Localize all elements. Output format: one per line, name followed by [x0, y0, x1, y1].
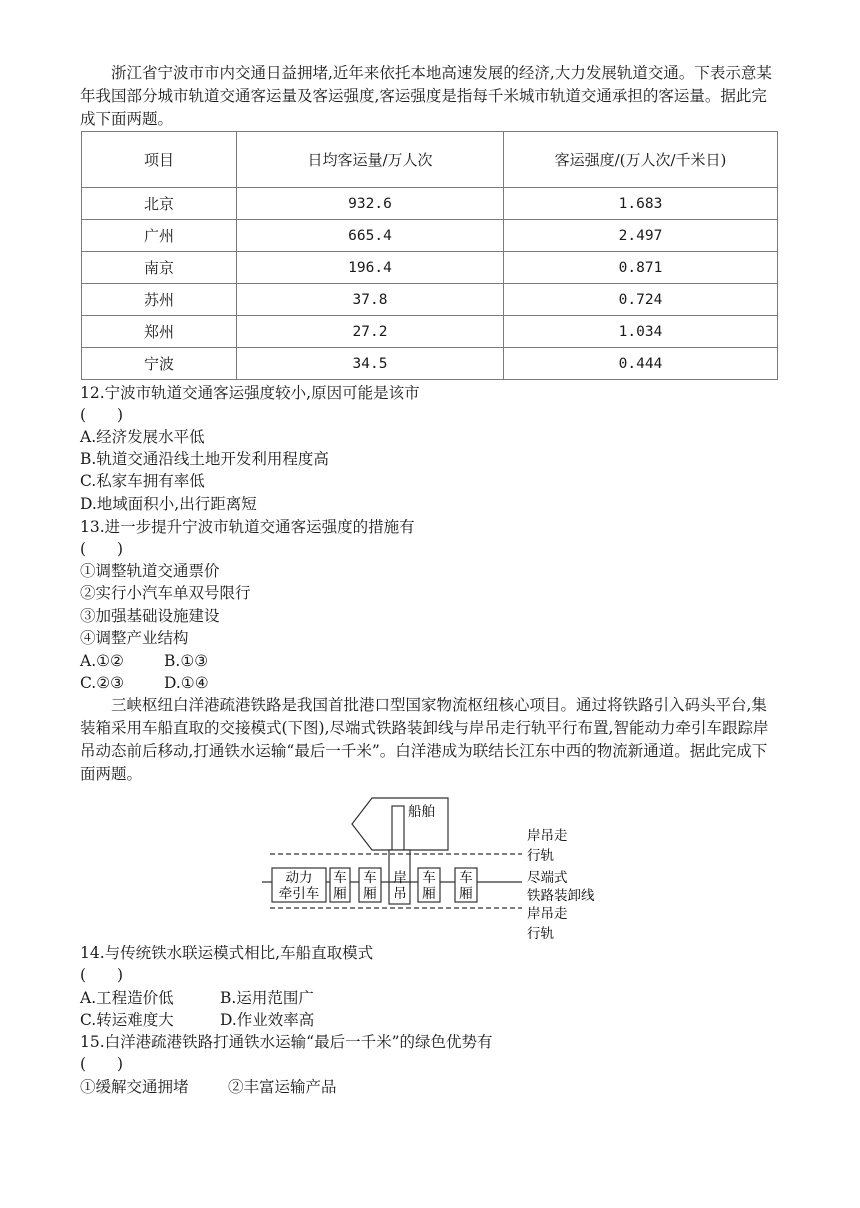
q13-item-2: ②实行小汽车单双号限行 [80, 584, 251, 602]
passage-intro-1: 浙江省宁波市市内交通日益拥堵,近年来依托本地高速发展的经济,大力发展轨道交通。下表示意某年我国部分城市轨道交通客运量及客运强度,客运强度是指每千米城市轨道交通承担的客运量。据此完成下面两题。 [80, 64, 772, 128]
car-label: 厢 [459, 886, 473, 902]
city-cell: 苏州 [82, 284, 237, 316]
city-cell: 郑州 [82, 316, 237, 348]
q15-item-2: ②丰富运输产品 [228, 1078, 337, 1096]
q14-options-row-1 [80, 987, 314, 1009]
city-cell: 广州 [82, 220, 237, 252]
crane-tower [392, 806, 404, 850]
table-header: 项目 [82, 132, 237, 188]
table-header: 客运强度/(万人次/千米日) [504, 132, 778, 188]
q14-option-d: D.作业效率高 [220, 1011, 315, 1029]
q14-option-a: A.工程造价低 [80, 989, 174, 1007]
volume-cell: 932.6 [237, 188, 504, 220]
transit-table [81, 131, 778, 380]
q12-stem: 12.宁波市轨道交通客运强度较小,原因可能是该市 [80, 384, 420, 402]
q12-paren: ( ) [80, 406, 124, 424]
q14-option-c: C.转运难度大 [80, 1011, 174, 1029]
car-label: 车 [363, 870, 377, 886]
q13-item-1: ①调整轨道交通票价 [80, 562, 220, 580]
q15-paren: ( ) [80, 1055, 124, 1073]
q13-item-3: ③加强基础设施建设 [80, 607, 220, 625]
crane-label: 岸 [393, 870, 407, 886]
car-label: 厢 [422, 886, 436, 902]
city-cell: 南京 [82, 252, 237, 284]
table-header: 日均客运量/万人次 [237, 132, 504, 188]
rail-ship-diagram [0, 794, 860, 944]
q15-item-1: ①缓解交通拥堵 [80, 1078, 189, 1096]
q12-option-c: C.私家车拥有率低 [80, 472, 205, 490]
q13-item-4: ④调整产业结构 [80, 629, 189, 647]
q14-stem: 14.与传统铁水联运模式相比,车船直取模式 [80, 944, 374, 962]
intensity-cell: 1.034 [504, 316, 778, 348]
car-label: 车 [422, 870, 436, 886]
city-cell: 宁波 [82, 348, 237, 380]
q13-option-b: B.①③ [164, 652, 209, 670]
q13-option-c: C.②③ [80, 674, 125, 692]
q12-option-b: B.轨道交通沿线土地开发利用程度高 [80, 450, 329, 468]
intensity-cell: 0.724 [504, 284, 778, 316]
q13-option-a: A.①② [80, 652, 124, 670]
intensity-cell: 0.871 [504, 252, 778, 284]
table-header-row [82, 132, 778, 188]
table-row [82, 188, 778, 220]
terminal-line-label: 铁路装卸线 [527, 888, 595, 904]
q12-option-d: D.地域面积小,出行距离短 [80, 495, 257, 513]
q12-option-a: A.经济发展水平低 [80, 428, 205, 446]
q14-option-b: B.运用范围广 [220, 989, 314, 1007]
crane-label: 吊 [393, 886, 407, 902]
intensity-cell: 0.444 [504, 348, 778, 380]
car-label: 车 [459, 870, 473, 886]
q14-paren: ( ) [80, 966, 124, 984]
car-label: 厢 [363, 886, 377, 902]
track-top-label: 行轨 [527, 848, 554, 864]
volume-cell: 665.4 [237, 220, 504, 252]
q13-paren: ( ) [80, 540, 124, 558]
table-row [82, 348, 778, 380]
volume-cell: 37.8 [237, 284, 504, 316]
car-label: 厢 [333, 886, 347, 902]
q14-options-row-2 [80, 1009, 314, 1031]
volume-cell: 34.5 [237, 348, 504, 380]
city-cell: 北京 [82, 188, 237, 220]
q13-stem: 13.进一步提升宁波市轨道交通客运强度的措施有 [80, 518, 415, 536]
table-row [82, 284, 778, 316]
terminal-line-label: 尽端式 [527, 870, 568, 886]
ship-label: 船舶 [408, 804, 435, 820]
q13-options-row-1 [80, 650, 208, 672]
track-bottom-label: 岸吊走 [527, 906, 568, 922]
q15-items-row [80, 1076, 337, 1098]
table-row [82, 252, 778, 284]
q13-option-d: D.①④ [164, 674, 209, 692]
intensity-cell: 1.683 [504, 188, 778, 220]
passage-intro-2: 三峡枢纽白洋港疏港铁路是我国首批港口型国家物流枢纽核心项目。通过将铁路引入码头平台,集装箱采用车船直取的交接模式(下图),尽端式铁路装卸线与岸吊走行轨平行布置,智能动力牵引车跟踪岸吊动态前后移动,打通铁水运输“最后一千米”。白洋港成为联结长江东中西的物流新通道。据此完成下面两题。 [80, 696, 769, 783]
intensity-cell: 2.497 [504, 220, 778, 252]
car-label: 车 [333, 870, 347, 886]
table-row [82, 220, 778, 252]
q15-stem: 15.白洋港疏港铁路打通铁水运输“最后一千米”的绿色优势有 [80, 1033, 493, 1051]
table-row [82, 316, 778, 348]
q13-options-row-2 [80, 672, 209, 694]
volume-cell: 27.2 [237, 316, 504, 348]
locomotive-label: 牵引车 [278, 886, 320, 902]
track-bottom-label: 行轨 [527, 926, 554, 942]
locomotive-label: 动力 [285, 870, 313, 886]
track-top-label: 岸吊走 [527, 828, 568, 844]
volume-cell: 196.4 [237, 252, 504, 284]
